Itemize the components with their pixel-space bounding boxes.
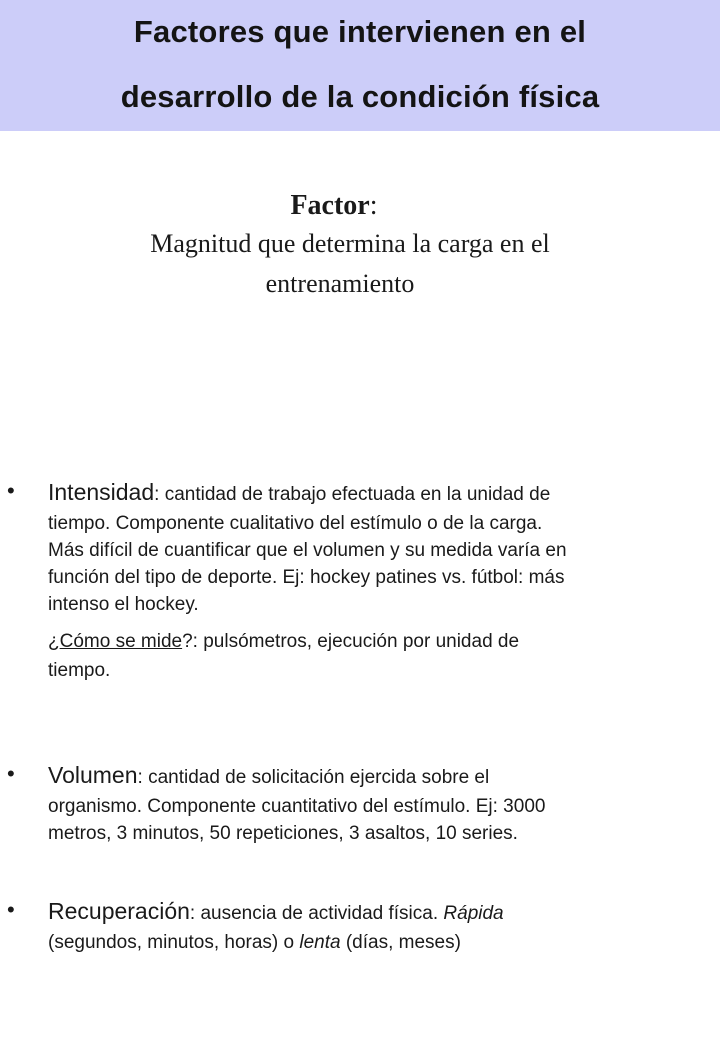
bullet-text: : cantidad de solicitación ejercida sobre el — [137, 767, 490, 788]
bullet-line: metros, 3 minutos, 50 repeticiones, 3 asaltos, 10 series. — [48, 823, 518, 844]
bullet-icon: • — [7, 478, 15, 503]
bullet-text: : cantidad de trabajo efectuada en la unidad de — [154, 484, 551, 505]
measure-text: ?: pulsómetros, ejecución por unidad de — [182, 631, 520, 652]
bullet-intensidad — [7, 477, 703, 618]
bullet-line — [48, 477, 703, 510]
definition-colon: : — [369, 190, 378, 221]
definition-text-line-1: Magnitud que determina la carga en el — [150, 229, 550, 258]
measure-prefix: ¿ — [48, 631, 60, 652]
measure-line-2: tiempo. — [48, 660, 111, 681]
page-title-line-1: Factores que intervienen en el — [133, 14, 587, 49]
bullet-icon: • — [7, 761, 15, 786]
term-volumen: Volumen — [48, 762, 138, 788]
bullet-line: Más difícil de cuantificar que el volumen y su medida varía en — [48, 540, 567, 561]
title-banner — [0, 0, 720, 131]
como-se-mide-link[interactable]: Cómo se mide — [59, 631, 183, 652]
definition-text-line-2: entrenamiento — [265, 269, 415, 298]
bullet-line — [48, 896, 703, 929]
term-intensidad: Intensidad — [48, 479, 155, 505]
bullet-text: (segundos, minutos, horas) o — [48, 932, 300, 953]
bullet-line: organismo. Componente cuantitativo del estímulo. Ej: 3000 — [48, 796, 546, 817]
bullet-line: intenso el hockey. — [48, 594, 199, 615]
bullet-line — [48, 760, 703, 793]
measure-note — [48, 627, 703, 685]
bullet-icon: • — [7, 897, 15, 922]
bullet-text: (días, meses) — [340, 932, 461, 953]
bullet-line — [48, 929, 703, 956]
rapida-text: Rápida — [443, 903, 504, 924]
bullet-recuperacion — [7, 896, 703, 956]
bullet-volumen — [7, 760, 703, 847]
definition-term-word: Factor — [290, 190, 370, 221]
bullet-line: función del tipo de deporte. Ej: hockey patines vs. fútbol: más — [48, 567, 565, 588]
measure-line-1 — [48, 627, 703, 656]
page-title-line-2: desarrollo de la condición física — [120, 79, 600, 114]
bullet-text: : ausencia de actividad física. — [189, 903, 444, 924]
bullet-line: tiempo. Componente cualitativo del estímulo o de la carga. — [48, 513, 543, 534]
lenta-text: lenta — [299, 932, 341, 953]
term-recuperacion: Recuperación — [48, 898, 190, 924]
definition-term — [0, 190, 694, 222]
